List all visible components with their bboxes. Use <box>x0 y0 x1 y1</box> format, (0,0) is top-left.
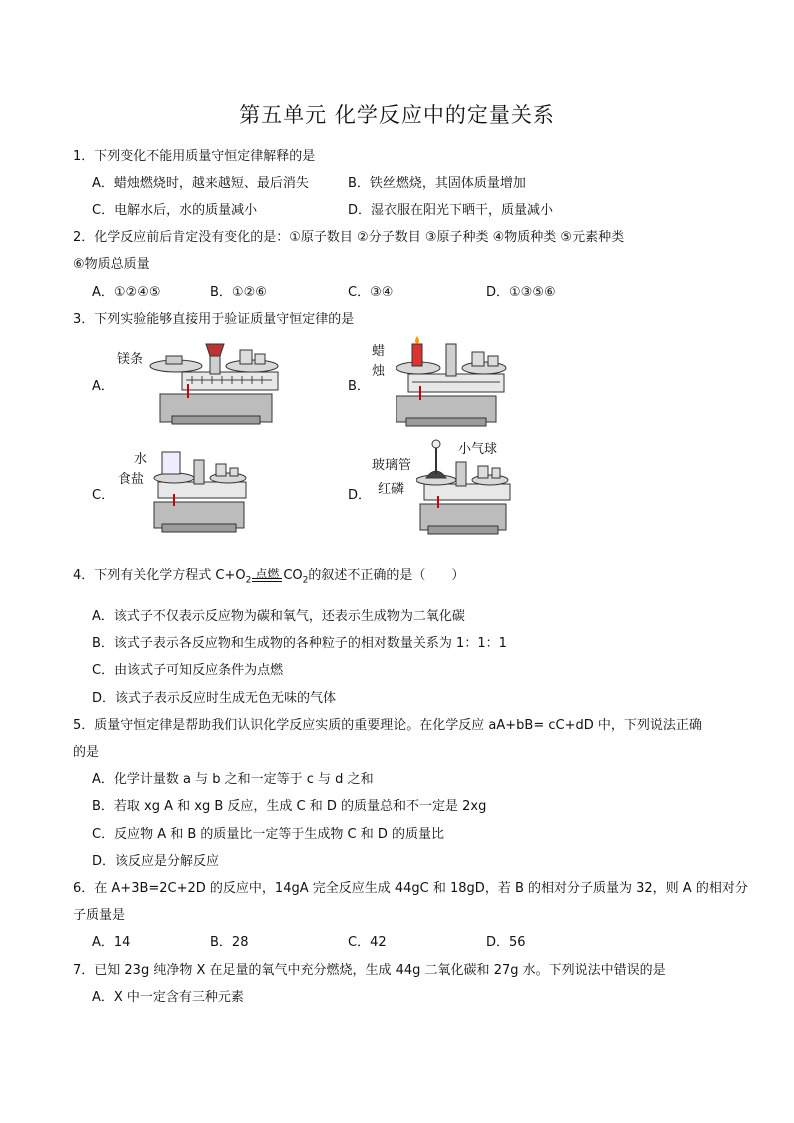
q4-condition: 点燃 <box>255 567 280 581</box>
q5-option-a: A．化学计量数 a 与 b 之和一定等于 c 与 d 之和 <box>92 772 374 787</box>
question-2-stem-cont: ⑥物质总质量 <box>73 257 150 272</box>
q2-option-b: B．①②⑥ <box>210 285 267 300</box>
q4-product: CO <box>283 568 303 583</box>
question-2-stem: 2．化学反应前后肯定没有变化的是：①原子数目 ②分子数目 ③原子种类 ④物质种类 ⑤元素种类 <box>73 230 625 245</box>
q5-option-d: D．该反应是分解反应 <box>92 854 220 869</box>
q1-option-d: D．湿衣服在阳光下晒干，质量减小 <box>348 203 554 218</box>
label-water: 水 <box>134 452 148 467</box>
label-balloon: 小气球 <box>458 442 498 457</box>
q1-option-a: A．蜡烛燃烧时，越来越短、最后消失 <box>92 176 309 191</box>
q1-option-c: C．电解水后，水的质量减小 <box>92 203 258 218</box>
q5-option-c: C．反应物 A 和 B 的质量比一定等于生成物 C 和 D 的质量比 <box>92 827 445 842</box>
q4-stem-pre: 4．下列有关化学方程式 C+O <box>73 568 246 583</box>
label-red-phosphorus: 红磷 <box>378 482 405 497</box>
question-3-stem: 3．下列实验能够直接用于验证质量守恒定律的是 <box>73 312 355 327</box>
q6-option-b: B．28 <box>210 935 249 950</box>
question-5-stem-cont: 的是 <box>73 745 100 760</box>
question-7-stem: 7．已知 23g 纯净物 X 在足量的氧气中充分燃烧，生成 44g 二氧化碳和 27g 水。下列说法中错误的是 <box>73 963 666 978</box>
q2-option-c: C．③④ <box>348 285 394 300</box>
q4-stem-post: 的叙述不正确的是（ ） <box>308 568 465 583</box>
label-glass-tube: 玻璃管 <box>372 458 412 473</box>
label-candle-2: 烛 <box>372 364 386 379</box>
balance-diagram-b <box>396 334 508 430</box>
q4-sub-o2: 2 <box>245 575 252 586</box>
q4-sub-co2: 2 <box>302 575 309 586</box>
q6-option-c: C．42 <box>348 935 387 950</box>
label-magnesium-strip: 镁条 <box>117 352 144 367</box>
q4-option-c: C．由该式子可知反应条件为点燃 <box>92 663 284 678</box>
question-5-stem: 5．质量守恒定律是帮助我们认识化学反应实质的重要理论。在化学反应 aA+bB= cC+dD 中，下列说法正确 <box>73 718 702 733</box>
q3-option-d: D． <box>348 488 372 503</box>
q4-option-b: B．该式子表示各反应物和生成物的各种粒子的相对数量关系为 1：1：1 <box>92 636 507 651</box>
q6-option-d: D．56 <box>486 935 526 950</box>
label-candle-1: 蜡 <box>372 344 386 359</box>
q7-option-a: A．X 中一定含有三种元素 <box>92 990 244 1005</box>
page-title: 第五单元 化学反应中的定量关系 <box>239 103 555 127</box>
q3-option-a: A． <box>92 379 114 394</box>
question-1-stem: 1．下列变化不能用质量守恒定律解释的是 <box>73 149 316 164</box>
q2-option-a: A．①②④⑤ <box>92 285 161 300</box>
q3-option-b: B． <box>348 379 370 394</box>
q3-option-c: C． <box>92 488 115 503</box>
q6-option-a: A．14 <box>92 935 131 950</box>
q5-option-b: B．若取 xg A 和 xg B 反应，生成 C 和 D 的质量总和不一定是 2xg <box>92 799 487 814</box>
q1-option-b: B．铁丝燃烧，其固体质量增加 <box>348 176 526 191</box>
q4-option-a: A．该式子不仅表示反应物为碳和氧气，还表示生成物为二氧化碳 <box>92 609 465 624</box>
question-6-stem: 6．在 A+3B=2C+2D 的反应中，14gA 完全反应生成 44gC 和 18gD，若 B 的相对分子质量为 32，则 A 的相对分 <box>73 881 748 896</box>
q4-option-d: D．该式子表示反应时生成无色无味的气体 <box>92 691 337 706</box>
question-6-stem-cont: 子质量是 <box>73 908 126 923</box>
label-salt: 食盐 <box>118 472 145 487</box>
question-4-stem <box>73 564 464 586</box>
q2-option-d: D．①③⑤⑥ <box>486 285 556 300</box>
balance-diagram-c <box>150 448 250 534</box>
